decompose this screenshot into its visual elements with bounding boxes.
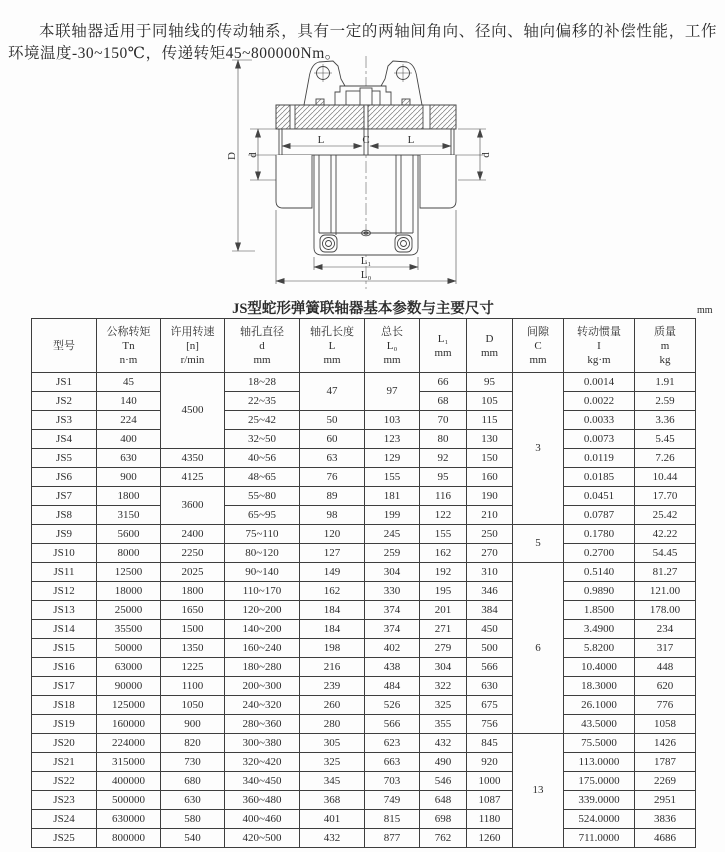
table-cell: 360~480 [225,791,300,810]
dim-label-d-right: d [480,152,492,158]
table-cell: 0.0014 [564,373,635,392]
dim-label-L-left: L [317,134,325,146]
table-cell: 762 [420,829,467,848]
table-cell: 2025 [161,563,225,582]
table-cell: 32~50 [225,430,300,449]
table-row [32,696,696,715]
table-cell: 110~170 [225,582,300,601]
table-cell: 630 [161,791,225,810]
table-cell: 239 [300,677,365,696]
dim-label-D: D [226,152,238,160]
table-cell: 130 [467,430,513,449]
table-cell: 0.5140 [564,563,635,582]
table-cell: 105 [467,392,513,411]
table-cell: 160 [467,468,513,487]
table-cell: 325 [420,696,467,715]
table-row [32,601,696,620]
table-cell: 76 [300,468,365,487]
table-cell: 776 [635,696,696,715]
table-cell: 66 [420,373,467,392]
table-cell: 5600 [97,525,161,544]
table-cell: 320~420 [225,753,300,772]
table-cell: JS15 [32,639,97,658]
table-cell: 1087 [467,791,513,810]
table-cell: 402 [365,639,420,658]
table-header-cell: 间隙 C mm [513,319,564,373]
table-cell: 4500 [161,373,225,449]
table-cell: 224000 [97,734,161,753]
table-cell: 127 [300,544,365,563]
table-cell: 2250 [161,544,225,563]
table-cell: 199 [365,506,420,525]
table-cell: 1050 [161,696,225,715]
coupling-drawing [218,52,508,295]
table-cell: JS1 [32,373,97,392]
table-row [32,677,696,696]
table-cell: JS11 [32,563,97,582]
table-cell: JS7 [32,487,97,506]
table-cell: 3836 [635,810,696,829]
table-cell: 374 [365,601,420,620]
table-cell: 1800 [161,582,225,601]
table-cell: 0.0033 [564,411,635,430]
table-cell: 17.70 [635,487,696,506]
table-cell: 1058 [635,715,696,734]
table-cell: 195 [420,582,467,601]
table-cell: 756 [467,715,513,734]
table-cell: JS23 [32,791,97,810]
table-cell: 175.0000 [564,772,635,791]
table-cell: 2400 [161,525,225,544]
table-cell: JS16 [32,658,97,677]
table-cell: 47 [300,373,365,411]
table-cell: 877 [365,829,420,848]
table-cell: 1000 [467,772,513,791]
table-cell: 98 [300,506,365,525]
table-cell: 330 [365,582,420,601]
table-cell: 63 [300,449,365,468]
table-cell: 75~110 [225,525,300,544]
table-row [32,430,696,449]
table-cell: 680 [161,772,225,791]
table-cell: 160~240 [225,639,300,658]
table-cell: 160000 [97,715,161,734]
table-cell: 0.0073 [564,430,635,449]
table-row [32,620,696,639]
dim-label-d-left: d [247,152,259,158]
table-cell: 322 [420,677,467,696]
table-cell: JS13 [32,601,97,620]
table-cell: 1426 [635,734,696,753]
table-header-cell: 质量 m kg [635,319,696,373]
table-cell: 1787 [635,753,696,772]
table-header-cell: 许用转速 [n] r/min [161,319,225,373]
table-header-cell: D mm [467,319,513,373]
table-cell: 260 [300,696,365,715]
table-cell: 698 [420,810,467,829]
table-cell: 184 [300,601,365,620]
table-cell: 355 [420,715,467,734]
table-cell: 1260 [467,829,513,848]
table-row [32,791,696,810]
table-cell: 224 [97,411,161,430]
table-cell: 374 [365,620,420,639]
table-cell: 234 [635,620,696,639]
table-cell: 270 [467,544,513,563]
table-cell: 438 [365,658,420,677]
table-cell: 140~200 [225,620,300,639]
table-cell: 40~56 [225,449,300,468]
table-cell: 22~35 [225,392,300,411]
table-header-cell: 型号 [32,319,97,373]
dim-label-C: C [362,134,370,146]
table-cell: 162 [420,544,467,563]
table-cell: 122 [420,506,467,525]
table-cell: 630 [97,449,161,468]
table-header-cell: 轴孔直径 d mm [225,319,300,373]
table-cell: 368 [300,791,365,810]
table-cell: JS18 [32,696,97,715]
table-cell: 150 [467,449,513,468]
table-cell: 300~380 [225,734,300,753]
table-cell: 1350 [161,639,225,658]
table-cell: 250 [467,525,513,544]
table-cell: 25000 [97,601,161,620]
table-cell: 279 [420,639,467,658]
table-cell: 48~65 [225,468,300,487]
table-cell: 81.27 [635,563,696,582]
table-cell: 95 [420,468,467,487]
table-cell: 310 [467,563,513,582]
table-cell: 245 [365,525,420,544]
table-cell: 129 [365,449,420,468]
table-cell: 1500 [161,620,225,639]
table-cell: 340~450 [225,772,300,791]
table-cell: 192 [420,563,467,582]
table-cell: 68 [420,392,467,411]
table-cell: 2.59 [635,392,696,411]
table-cell: 400 [97,430,161,449]
table-cell: 317 [635,639,696,658]
table-cell: 0.9890 [564,582,635,601]
table-cell: 2951 [635,791,696,810]
table-cell: 1650 [161,601,225,620]
table-cell: 103 [365,411,420,430]
table-row [32,734,696,753]
table-cell: 1225 [161,658,225,677]
table-cell: 0.0787 [564,506,635,525]
table-cell: 200~300 [225,677,300,696]
table-cell: JS6 [32,468,97,487]
table-cell: 315000 [97,753,161,772]
table-cell: JS21 [32,753,97,772]
table-cell: JS4 [32,430,97,449]
parameters-table [31,318,696,848]
table-cell: 259 [365,544,420,563]
table-row [32,525,696,544]
table-cell: 10.44 [635,468,696,487]
table-row [32,544,696,563]
table-cell: 2269 [635,772,696,791]
table-cell: 184 [300,620,365,639]
table-cell: 75.5000 [564,734,635,753]
table-cell: 63000 [97,658,161,677]
table-cell: JS25 [32,829,97,848]
table-cell: 216 [300,658,365,677]
table-cell: 345 [300,772,365,791]
table-cell: 149 [300,563,365,582]
table-cell: 663 [365,753,420,772]
table-cell: 630000 [97,810,161,829]
table-cell: 42.22 [635,525,696,544]
table-cell: JS2 [32,392,97,411]
table-cell: 0.0185 [564,468,635,487]
table-cell: 0.0022 [564,392,635,411]
table-row [32,753,696,772]
table-row [32,772,696,791]
table-cell: JS24 [32,810,97,829]
table-cell: 92 [420,449,467,468]
table-cell: 55~80 [225,487,300,506]
table-cell: 3 [513,373,564,525]
table-cell: 198 [300,639,365,658]
table-cell: 120 [300,525,365,544]
table-cell: 325 [300,753,365,772]
table-cell: 125000 [97,696,161,715]
dim-label-L0: L₀ [360,269,372,281]
table-row [32,449,696,468]
table-cell: JS3 [32,411,97,430]
table-cell: 18.3000 [564,677,635,696]
table-cell: 546 [420,772,467,791]
table-cell: 1.91 [635,373,696,392]
table-cell: 18000 [97,582,161,601]
table-cell: 116 [420,487,467,506]
table-cell: 820 [161,734,225,753]
table-cell: 280~360 [225,715,300,734]
table-cell: 420~500 [225,829,300,848]
table-cell: 749 [365,791,420,810]
table-cell: 50000 [97,639,161,658]
table-cell: 3150 [97,506,161,525]
table-cell: 566 [467,658,513,677]
table-row [32,639,696,658]
table-header-cell: 转动惯量 I kg·m [564,319,635,373]
table-cell: 432 [420,734,467,753]
table-cell: 711.0000 [564,829,635,848]
table-cell: 3600 [161,487,225,525]
dim-label-L1: L₁ [360,255,372,267]
table-body [32,373,696,848]
table-cell: 4350 [161,449,225,468]
table-cell: 3.4900 [564,620,635,639]
table-cell: 240~320 [225,696,300,715]
table-cell: 113.0000 [564,753,635,772]
table-cell: 180~280 [225,658,300,677]
table-cell: 89 [300,487,365,506]
table-cell: 580 [161,810,225,829]
table-cell: 630 [467,677,513,696]
table-row [32,373,696,392]
table-cell: JS20 [32,734,97,753]
table-cell: 97 [365,373,420,411]
table-cell: JS8 [32,506,97,525]
table-cell: 490 [420,753,467,772]
table-cell: 155 [365,468,420,487]
table-header-cell: 总长 L₀ mm [365,319,420,373]
table-header-row [32,319,696,373]
table-cell: 7.26 [635,449,696,468]
table-cell: 70 [420,411,467,430]
table-cell: 54.45 [635,544,696,563]
table-cell: 703 [365,772,420,791]
table-cell: 448 [635,658,696,677]
table-row [32,468,696,487]
table-cell: 8000 [97,544,161,563]
table-cell: 1180 [467,810,513,829]
dim-label-L-right: L [407,134,415,146]
table-cell: 0.2700 [564,544,635,563]
table-cell: 80 [420,430,467,449]
table-cell: JS17 [32,677,97,696]
table-cell: 304 [420,658,467,677]
table-cell: 0.0119 [564,449,635,468]
table-cell: 4125 [161,468,225,487]
table-cell: 5.45 [635,430,696,449]
table-header-cell: 轴孔长度 L mm [300,319,365,373]
table-cell: JS22 [32,772,97,791]
table-cell: 432 [300,829,365,848]
table-row [32,810,696,829]
table-cell: 10.4000 [564,658,635,677]
table-cell: JS5 [32,449,97,468]
table-cell: 400000 [97,772,161,791]
table-cell: 800000 [97,829,161,848]
table-cell: JS14 [32,620,97,639]
table-cell: 26.1000 [564,696,635,715]
table-cell: 5.8200 [564,639,635,658]
table-cell: 305 [300,734,365,753]
unit-label: mm [697,305,713,316]
table-cell: 95 [467,373,513,392]
table-row [32,715,696,734]
table-title: JS型蛇形弹簧联轴器基本参数与主要尺寸 [232,301,494,317]
table-cell: 540 [161,829,225,848]
table-cell: 13 [513,734,564,848]
table-cell: 845 [467,734,513,753]
table-cell: 12500 [97,563,161,582]
table-cell: 65~95 [225,506,300,525]
table-cell: 620 [635,677,696,696]
table-cell: 1800 [97,487,161,506]
table-row [32,411,696,430]
table-cell: 815 [365,810,420,829]
table-cell: 450 [467,620,513,639]
table-cell: 25~42 [225,411,300,430]
table-cell: 0.0451 [564,487,635,506]
table-cell: 304 [365,563,420,582]
table-cell: 623 [365,734,420,753]
table-cell: 45 [97,373,161,392]
table-cell: JS19 [32,715,97,734]
table-cell: 90~140 [225,563,300,582]
table-cell: 401 [300,810,365,829]
table-cell: 500000 [97,791,161,810]
table-row [32,582,696,601]
table-cell: 18~28 [225,373,300,392]
table-cell: 43.5000 [564,715,635,734]
table-cell: 35500 [97,620,161,639]
table-cell: 648 [420,791,467,810]
table-cell: 5 [513,525,564,563]
table-cell: 920 [467,753,513,772]
table-cell: 3.36 [635,411,696,430]
table-cell: 4686 [635,829,696,848]
table-cell: 123 [365,430,420,449]
table-cell: 50 [300,411,365,430]
table-cell: 60 [300,430,365,449]
table-header-cell: L₁ mm [420,319,467,373]
table-cell: 80~120 [225,544,300,563]
table-cell: 210 [467,506,513,525]
table-row [32,506,696,525]
table-cell: 190 [467,487,513,506]
table-cell: 900 [97,468,161,487]
table-row [32,658,696,677]
table-cell: 90000 [97,677,161,696]
table-cell: 6 [513,563,564,734]
table-cell: 675 [467,696,513,715]
table-cell: 400~460 [225,810,300,829]
table-cell: 1100 [161,677,225,696]
table-cell: 120~200 [225,601,300,620]
table-cell: 280 [300,715,365,734]
table-cell: 526 [365,696,420,715]
table-cell: JS9 [32,525,97,544]
table-cell: 500 [467,639,513,658]
table-row [32,563,696,582]
table-cell: 201 [420,601,467,620]
table-cell: 121.00 [635,582,696,601]
table-cell: JS12 [32,582,97,601]
table-cell: 900 [161,715,225,734]
table-row [32,829,696,848]
table-cell: 155 [420,525,467,544]
table-cell: 162 [300,582,365,601]
table-cell: JS10 [32,544,97,563]
table-cell: 0.1780 [564,525,635,544]
table-row [32,487,696,506]
table-header-cell: 公称转矩 Tn n·m [97,319,161,373]
table-cell: 566 [365,715,420,734]
table-cell: 25.42 [635,506,696,525]
table-cell: 730 [161,753,225,772]
table-cell: 140 [97,392,161,411]
table-cell: 181 [365,487,420,506]
intro-paragraph: 本联轴器适用于同轴线的传动轴系，具有一定的两轴间角向、径向、轴向偏移的补偿性能，工作环境温度-30~150℃，传递转矩45~800000Nm。 [8,22,717,62]
table-cell: 339.0000 [564,791,635,810]
table-cell: 271 [420,620,467,639]
table-cell: 384 [467,601,513,620]
table-cell: 178.00 [635,601,696,620]
table-cell: 484 [365,677,420,696]
table-cell: 115 [467,411,513,430]
table-cell: 346 [467,582,513,601]
table-cell: 1.8500 [564,601,635,620]
table-cell: 524.0000 [564,810,635,829]
